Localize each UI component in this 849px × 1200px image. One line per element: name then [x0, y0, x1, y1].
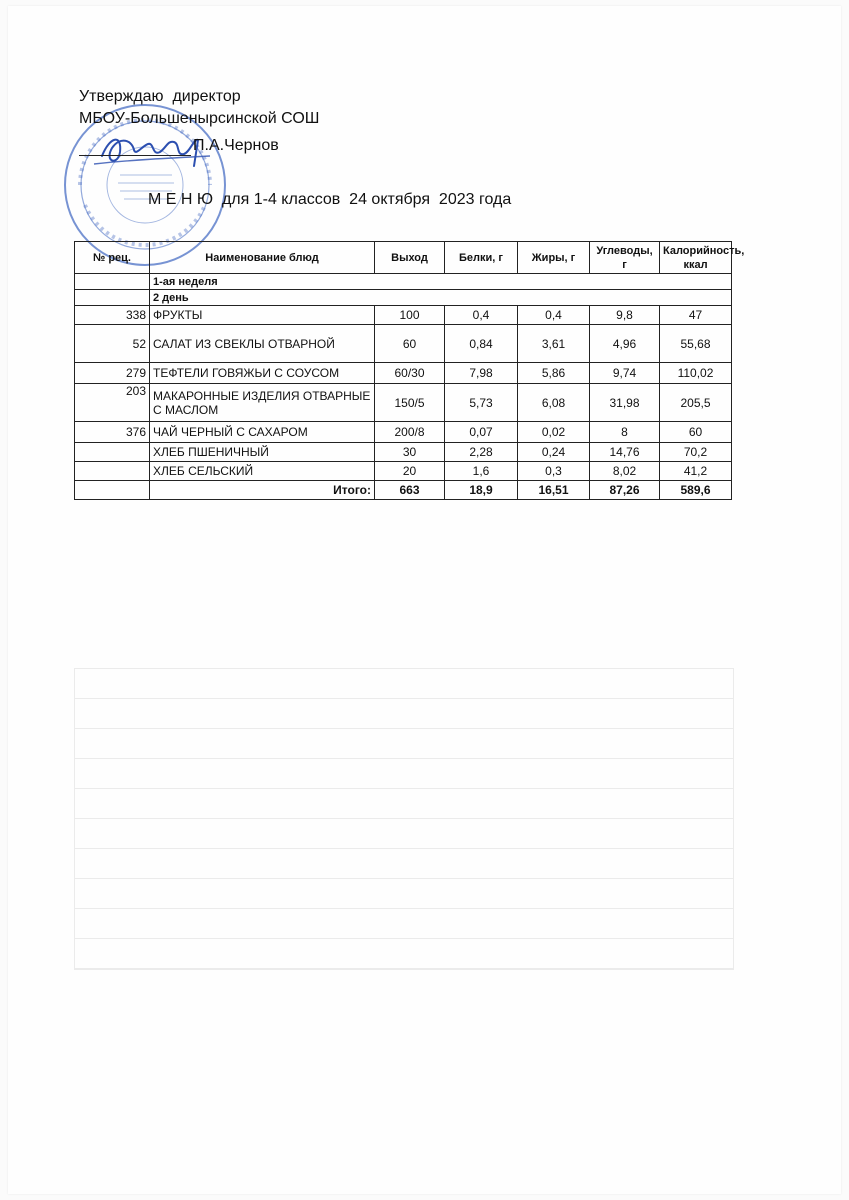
week-label: 1-ая неделя	[150, 274, 732, 290]
week-row	[75, 274, 732, 290]
empty-cell	[75, 274, 150, 290]
table-row	[75, 422, 732, 443]
fat-cell: 0,02	[518, 422, 590, 443]
yield-cell: 60/30	[375, 363, 445, 384]
carbs-cell: 14,76	[590, 443, 660, 462]
yield-cell: 150/5	[375, 384, 445, 422]
header-protein: Белки, г	[445, 242, 518, 274]
recipe-number: 338	[75, 306, 150, 325]
fat-cell: 5,86	[518, 363, 590, 384]
fat-cell: 0,3	[518, 462, 590, 481]
approval-block	[79, 86, 319, 130]
table-header-row	[75, 242, 732, 274]
table-row	[75, 384, 732, 422]
dish-name: САЛАТ ИЗ СВЕКЛЫ ОТВАРНОЙ	[150, 325, 375, 363]
total-carbs: 87,26	[590, 481, 660, 500]
recipe-number: 203	[75, 384, 150, 422]
bleed-through-table	[74, 668, 734, 970]
yield-cell: 60	[375, 325, 445, 363]
dish-name: ТЕФТЕЛИ ГОВЯЖЬИ С СОУСОМ	[150, 363, 375, 384]
day-row	[75, 290, 732, 306]
menu-table	[74, 241, 745, 500]
calories-cell: 205,5	[660, 384, 732, 422]
header-carbs: Углеводы, г	[590, 242, 660, 274]
signature-row	[79, 137, 329, 159]
calories-cell: 41,2	[660, 462, 732, 481]
total-row	[75, 481, 732, 500]
protein-cell: 0,4	[445, 306, 518, 325]
recipe-number	[75, 462, 150, 481]
fat-cell: 0,24	[518, 443, 590, 462]
yield-cell: 20	[375, 462, 445, 481]
dish-name: МАКАРОННЫЕ ИЗДЕЛИЯ ОТВАРНЫЕ С МАСЛОМ	[150, 384, 375, 422]
header-calories: Калорийность, ккал	[660, 242, 732, 274]
approval-line-school: МБОУ-Большенырсинской СОШ	[79, 110, 320, 127]
table-row	[75, 306, 732, 325]
total-label: Итого:	[150, 481, 375, 500]
recipe-number: 376	[75, 422, 150, 443]
recipe-number	[75, 443, 150, 462]
dish-name: ЧАЙ ЧЕРНЫЙ С САХАРОМ	[150, 422, 375, 443]
empty-cell	[75, 481, 150, 500]
fat-cell: 0,4	[518, 306, 590, 325]
table-row	[75, 325, 732, 363]
carbs-cell: 9,74	[590, 363, 660, 384]
carbs-cell: 9,8	[590, 306, 660, 325]
protein-cell: 7,98	[445, 363, 518, 384]
carbs-cell: 8	[590, 422, 660, 443]
approval-line-director: Утверждаю директор	[79, 88, 241, 105]
carbs-cell: 31,98	[590, 384, 660, 422]
fat-cell: 6,08	[518, 384, 590, 422]
protein-cell: 0,07	[445, 422, 518, 443]
total-yield: 663	[375, 481, 445, 500]
dish-name: ХЛЕБ СЕЛЬСКИЙ	[150, 462, 375, 481]
yield-cell: 200/8	[375, 422, 445, 443]
calories-cell: 110,02	[660, 363, 732, 384]
table-row	[75, 462, 732, 481]
carbs-cell: 8,02	[590, 462, 660, 481]
table-row	[75, 363, 732, 384]
protein-cell: 5,73	[445, 384, 518, 422]
menu-title: М Е Н Ю для 1-4 классов 24 октября 2023 года	[148, 191, 512, 208]
recipe-number: 52	[75, 325, 150, 363]
protein-cell: 1,6	[445, 462, 518, 481]
header-fat: Жиры, г	[518, 242, 590, 274]
header-dish-name: Наименование блюд	[150, 242, 375, 274]
recipe-number: 279	[75, 363, 150, 384]
total-protein: 18,9	[445, 481, 518, 500]
yield-cell: 100	[375, 306, 445, 325]
day-label: 2 день	[150, 290, 732, 306]
total-fat: 16,51	[518, 481, 590, 500]
empty-cell	[75, 290, 150, 306]
signer-name: П.А.Чернов	[193, 137, 279, 154]
total-calories: 589,6	[660, 481, 732, 500]
fat-cell: 3,61	[518, 325, 590, 363]
signature-line	[79, 155, 191, 156]
protein-cell: 2,28	[445, 443, 518, 462]
protein-cell: 0,84	[445, 325, 518, 363]
header-recipe-number: № рец.	[75, 242, 150, 274]
carbs-cell: 4,96	[590, 325, 660, 363]
calories-cell: 47	[660, 306, 732, 325]
dish-name: ФРУКТЫ	[150, 306, 375, 325]
calories-cell: 60	[660, 422, 732, 443]
table-row	[75, 443, 732, 462]
calories-cell: 70,2	[660, 443, 732, 462]
header-yield: Выход	[375, 242, 445, 274]
yield-cell: 30	[375, 443, 445, 462]
calories-cell: 55,68	[660, 325, 732, 363]
dish-name: ХЛЕБ ПШЕНИЧНЫЙ	[150, 443, 375, 462]
